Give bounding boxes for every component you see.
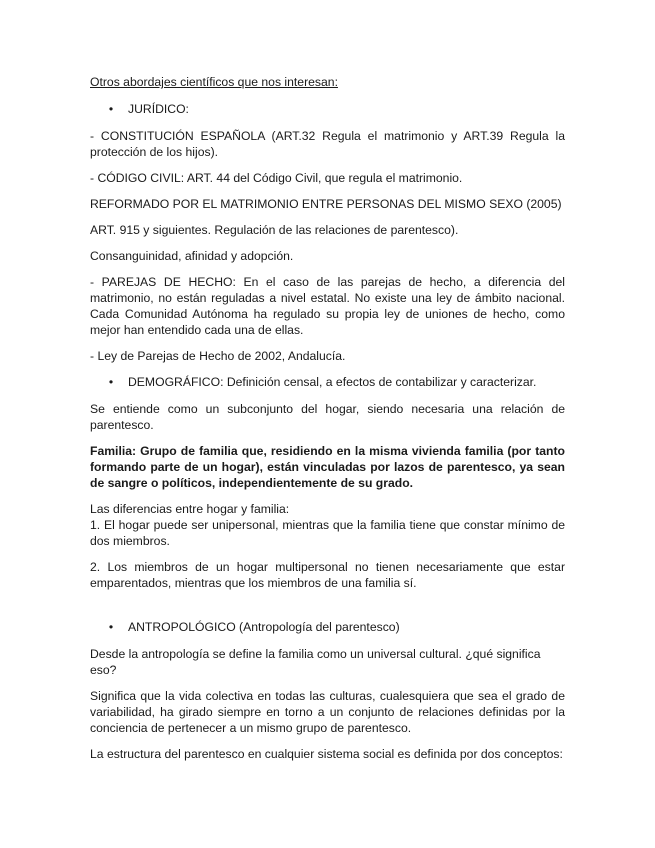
bullet-antropologico — [90, 619, 565, 635]
bullet-icon: • — [108, 620, 114, 634]
paragraph-vida-colectiva: Significa que la vida colectiva en todas las culturas, cualesquiera que sea el grado de variabilidad, ha girado siempre en torno a un conjunto de relaciones definidas por la conciencia de pertenecer a un mismo grupo de parentesco. — [90, 689, 565, 735]
paragraph-diferencia-1: 1. El hogar puede ser unipersonal, mientras que la familia tiene que constar mínimo de dos miembros. — [90, 518, 565, 548]
paragraph-parejas-de-hecho: - PAREJAS DE HECHO: En el caso de las parejas de hecho, a diferencia del matrimonio, no están reguladas a nivel estatal. No existe una ley de ámbito nacional. Cada Comunidad Autónoma ha regulado su propia ley de uniones de hecho, como mejor han entendido cada una de ellas. — [90, 275, 565, 337]
bullet-demografico-text: DEMOGRÁFICO: Definición censal, a efectos de contabilizar y caracterizar. — [128, 375, 537, 389]
paragraph-subconjunto: Se entiende como un subconjunto del hogar, siendo necesaria una relación de parentesco. — [90, 402, 565, 432]
section-heading: Otros abordajes científicos que nos interesan: — [90, 75, 338, 89]
paragraph-constitucion: - CONSTITUCIÓN ESPAÑOLA (ART.32 Regula el matrimonio y ART.39 Regula la protección de los hijos). — [90, 129, 565, 159]
paragraph-diferencias: Las diferencias entre hogar y familia: — [90, 502, 290, 516]
bullet-juridico — [90, 101, 565, 117]
paragraph-estructura-parentesco: La estructura del parentesco en cualquier sistema social es definida por dos conceptos: — [90, 747, 563, 761]
paragraph-codigo-civil: - CÓDIGO CIVIL: ART. 44 del Código Civil, que regula el matrimonio. — [90, 171, 463, 185]
paragraph-familia-definicion: Familia: Grupo de familia que, residiendo en la misma vivienda familia (por tanto formando parte de un hogar), están vinculadas por lazos de parentesco, ya sean de sangre o políticos, independientemente de su grado. — [90, 444, 565, 490]
bullet-juridico-text: JURÍDICO: — [128, 102, 189, 116]
paragraph-consanguinidad: Consanguinidad, afinidad y adopción. — [90, 249, 294, 263]
bullet-icon: • — [108, 375, 114, 389]
paragraph-universal-cultural: Desde la antropología se define la familia como un universal cultural. ¿qué significa eso? — [90, 647, 541, 677]
bullet-antropologico-text: ANTROPOLÓGICO (Antropología del parentesco) — [128, 620, 400, 634]
bullet-icon: • — [108, 102, 114, 116]
paragraph-diferencia-2: 2. Los miembros de un hogar multipersonal no tienen necesariamente que estar emparentados, mientras que los miembros de una familia sí. — [90, 560, 565, 590]
paragraph-art-915: ART. 915 y siguientes. Regulación de las relaciones de parentesco). — [90, 223, 459, 237]
paragraph-reformado: REFORMADO POR EL MATRIMONIO ENTRE PERSONAS DEL MISMO SEXO (2005) — [90, 197, 562, 211]
paragraph-ley-parejas: - Ley de Parejas de Hecho de 2002, Andalucía. — [90, 349, 346, 363]
bullet-demografico — [90, 374, 565, 390]
